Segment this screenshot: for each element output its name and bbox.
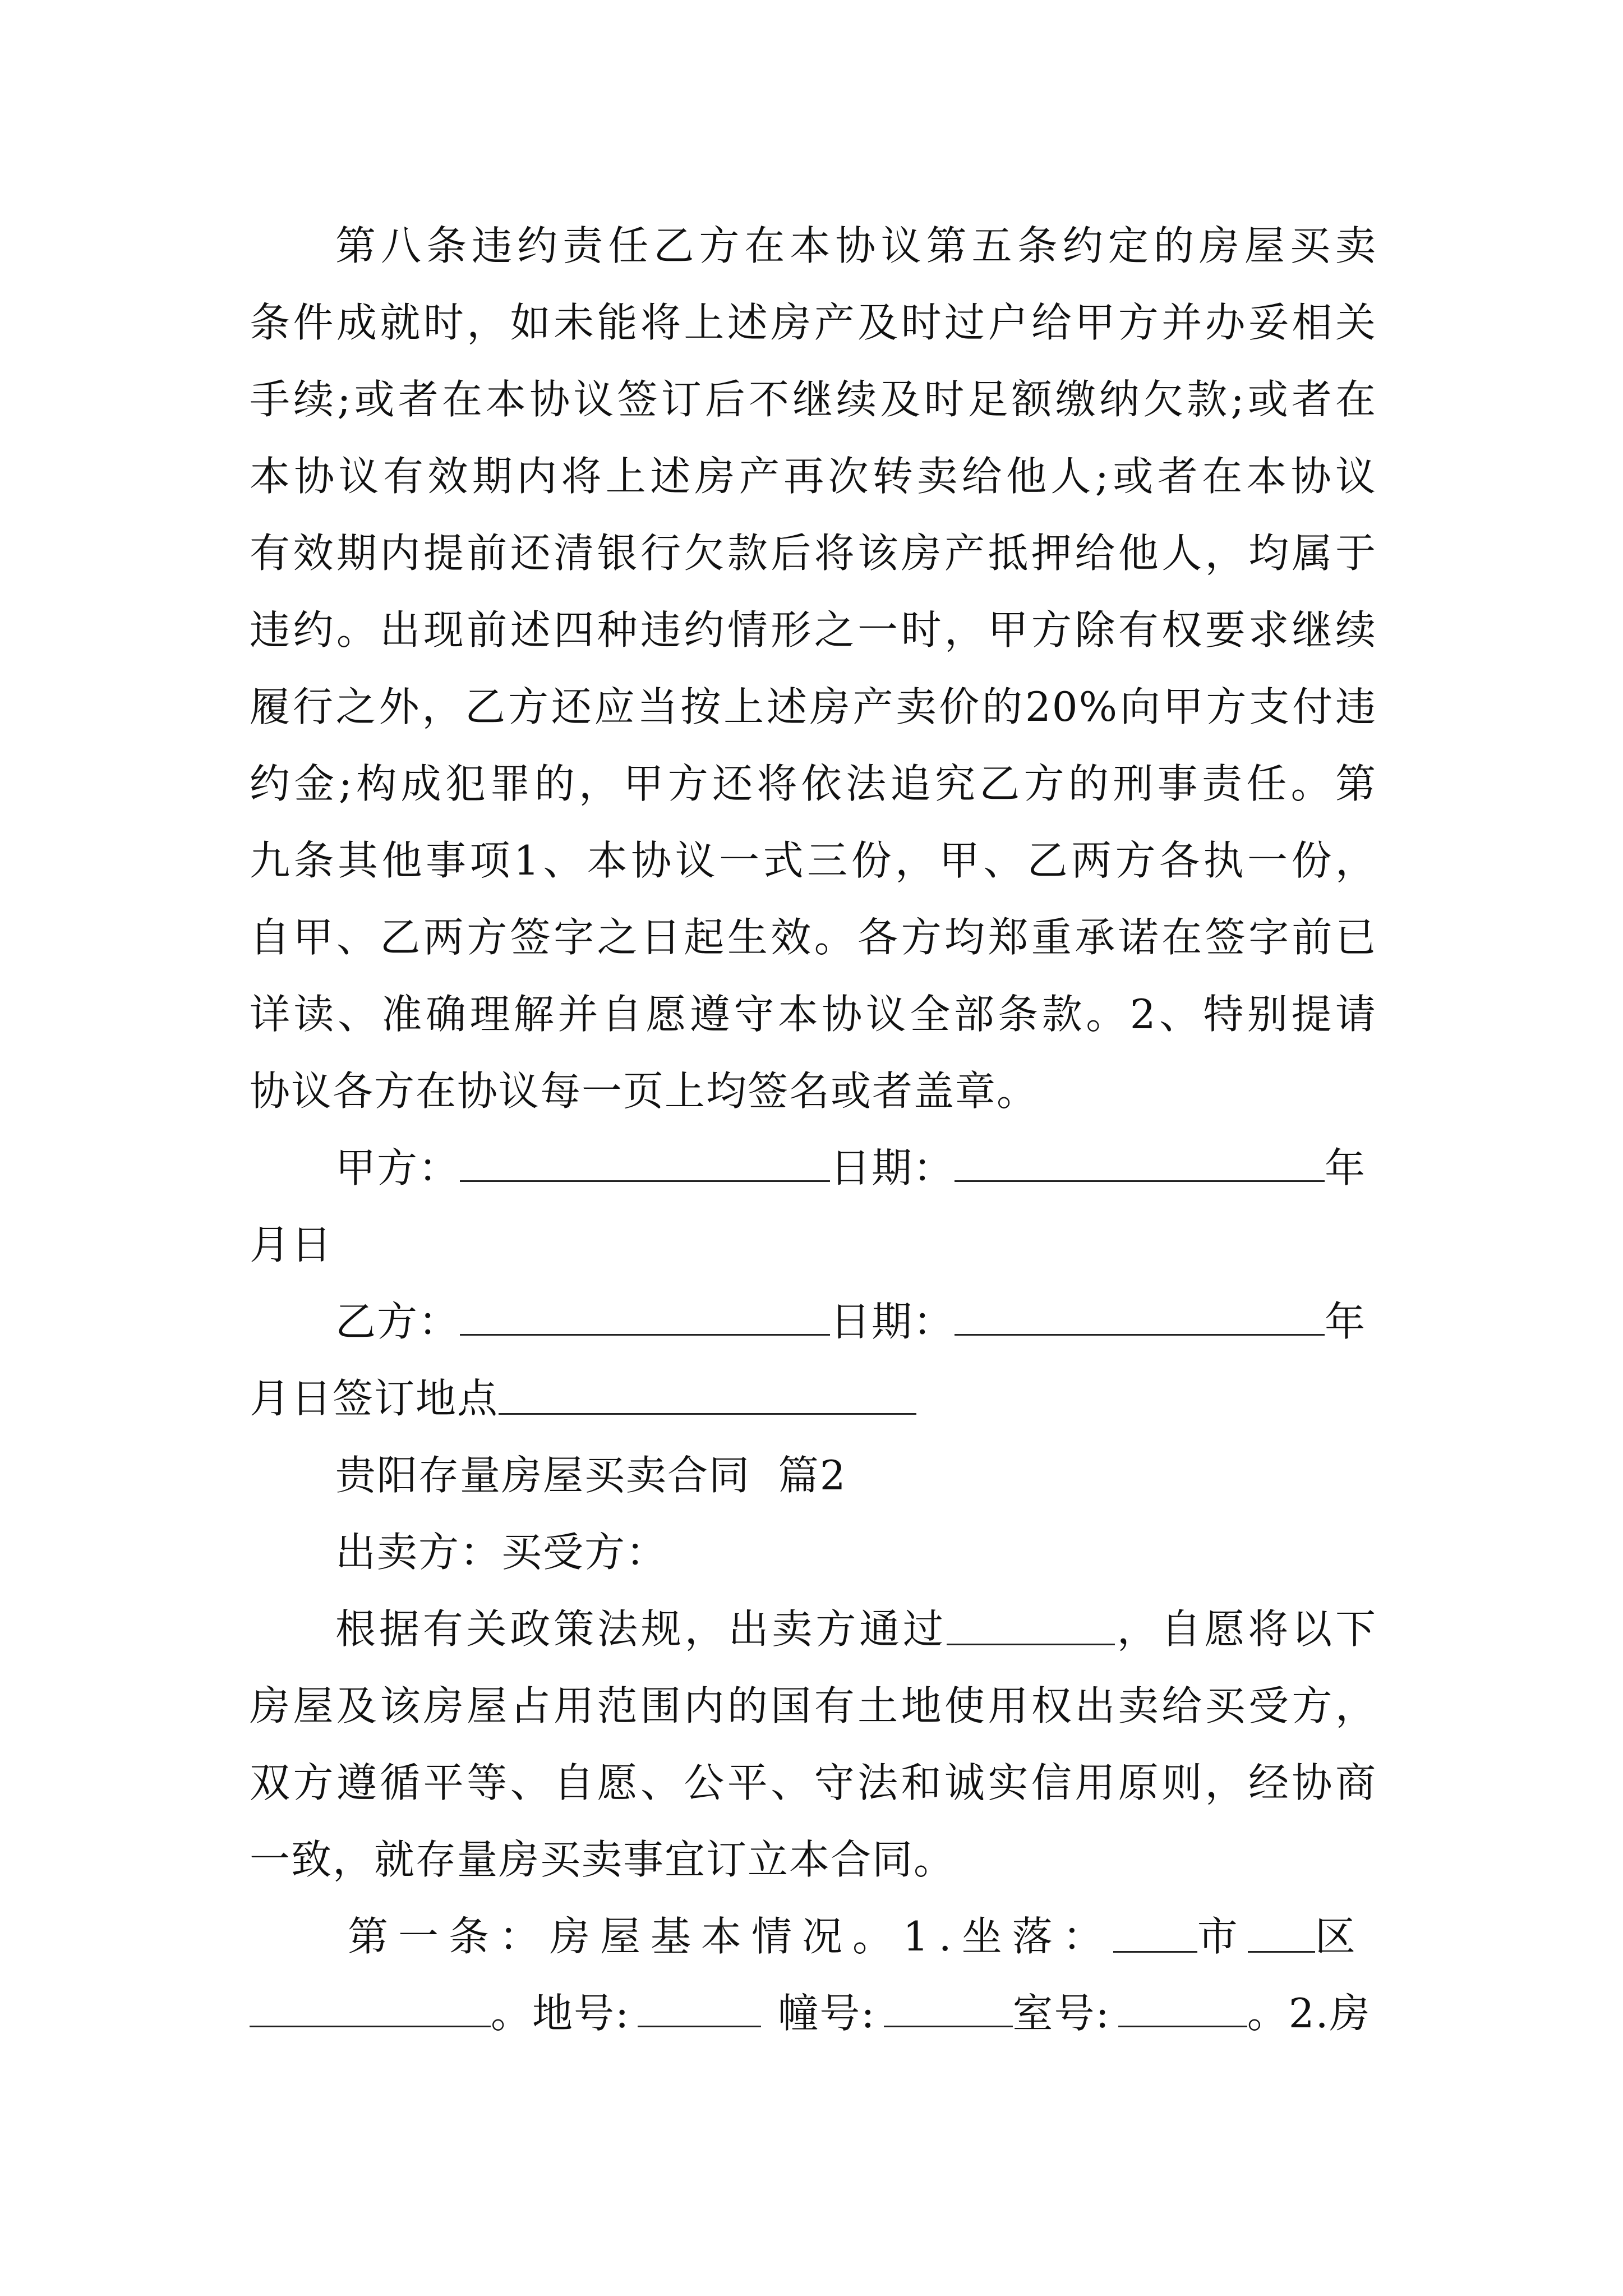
city-blank[interactable] <box>1113 1915 1197 1953</box>
party-b-date-blank[interactable] <box>955 1297 1325 1336</box>
intro-start-text: 根据有关政策法规，出卖方通过 <box>335 1605 947 1653</box>
building-no-label: 幢号: <box>778 1990 876 2037</box>
article8-line: 九条其他事项1、本协议一式三份，甲、乙两方各执一份， <box>250 837 1377 884</box>
lot-no-label: 。地号: <box>491 1990 630 2037</box>
article1-second-line <box>250 1975 1377 2052</box>
article8-line: 约金;构成犯罪的，甲方还将依法追究乙方的刑事责任。第 <box>250 760 1377 807</box>
article8-line: 第八条违约责任乙方在本协议第五条约定的房屋买卖 <box>335 222 1377 269</box>
building-no-blank[interactable] <box>884 1989 1013 2027</box>
contract2-intro-first-line <box>250 1591 1377 1668</box>
month-day-label: 月日 <box>250 1221 333 1268</box>
article1-tail: 。2.房 <box>1247 1990 1371 2037</box>
document-body <box>250 208 1377 2052</box>
lot-no-blank[interactable] <box>638 1989 761 2027</box>
party-a-label: 甲方： <box>335 1144 460 1191</box>
article8-line: 协议各方在协议每一页上均签名或者盖章。 <box>250 1068 1039 1115</box>
article8-line: 有效期内提前还清银行欠款后将该房产抵押给他人，均属于 <box>250 530 1377 577</box>
district-blank[interactable] <box>1248 1915 1315 1953</box>
sign-place-blank[interactable] <box>499 1377 916 1415</box>
contract2-title: 贵阳存量房屋买卖合同 篇2 <box>335 1452 847 1499</box>
room-no-label: 室号: <box>1012 1990 1110 2037</box>
month-day-label: 月日 <box>250 1375 333 1422</box>
sign-place-line <box>250 1360 1377 1437</box>
contract2-intro-line: 双方遵循平等、自愿、公平、守法和诚实信用原则，经协商 <box>250 1759 1377 1806</box>
city-label: 市 <box>1197 1913 1248 1960</box>
article8-line: 自甲、乙两方签字之日起生效。各方均郑重承诺在签字前已 <box>250 914 1377 961</box>
year-label: 年 <box>1325 1144 1367 1191</box>
contract2-intro-line: 一致，就存量房买卖事宜订立本合同。 <box>250 1836 956 1883</box>
party-a-signature-blank[interactable] <box>460 1144 830 1182</box>
date-label: 日期： <box>830 1298 955 1345</box>
district-label: 区 <box>1315 1913 1366 1960</box>
party-a-signature-row <box>250 1130 1377 1207</box>
article8-line: 本协议有效期内将上述房产再次转卖给他人;或者在本协议 <box>250 453 1377 500</box>
room-no-blank[interactable] <box>1118 1989 1247 2027</box>
intro-method-blank[interactable] <box>947 1607 1115 1645</box>
sign-place-label: 签订地点 <box>333 1375 499 1422</box>
article1-heading: 第一条：房屋基本情况。1.坐落： <box>348 1913 1113 1960</box>
intro-rest-text: ，自愿将以下 <box>1114 1605 1377 1653</box>
date-label: 日期： <box>830 1144 955 1191</box>
contract2-intro-line: 房屋及该房屋占用范围内的国有土地使用权出卖给买受方， <box>250 1682 1377 1729</box>
article1-first-line <box>250 1898 1377 1975</box>
contract2-parties: 出卖方：买受方： <box>335 1529 668 1576</box>
party-b-label: 乙方： <box>335 1298 460 1345</box>
party-a-date-blank[interactable] <box>955 1144 1325 1182</box>
party-b-signature-blank[interactable] <box>460 1297 830 1336</box>
district-detail-blank[interactable] <box>250 1989 491 2027</box>
article8-line: 履行之外，乙方还应当按上述房产卖价的20%向甲方支付违 <box>250 683 1377 730</box>
year-label: 年 <box>1325 1298 1367 1345</box>
article8-line: 详读、准确理解并自愿遵守本协议全部条款。2、特别提请 <box>250 991 1377 1038</box>
article8-line: 条件成就时，如未能将上述房产及时过户给甲方并办妥相关 <box>250 299 1377 346</box>
party-b-signature-row <box>250 1283 1377 1360</box>
article8-line: 手续;或者在本协议签订后不继续及时足额缴纳欠款;或者在 <box>250 376 1377 423</box>
article8-line: 违约。出现前述四种违约情形之一时，甲方除有权要求继续 <box>250 606 1377 654</box>
